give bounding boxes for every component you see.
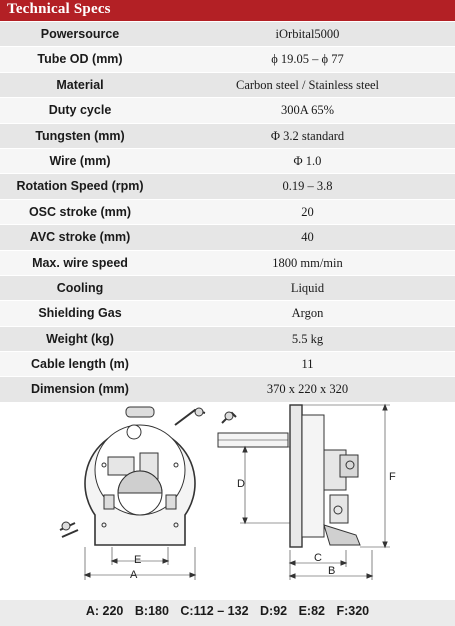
spec-row-wire: [0, 149, 455, 174]
spec-label: Max. wire speed: [32, 255, 128, 270]
spec-value: ϕ 19.05 – ϕ 77: [271, 52, 344, 67]
spec-value: Φ 3.2 standard: [270, 128, 345, 143]
dimension-a: A: 220: [85, 604, 124, 618]
spec-label: Shielding Gas: [38, 306, 122, 321]
spec-row-wire-speed: [0, 251, 455, 276]
technical-drawing: [0, 395, 455, 600]
spec-label: Weight (kg): [46, 331, 114, 346]
dim-label-e: E: [134, 554, 142, 566]
dim-label-d: D: [237, 478, 245, 490]
spec-label: Duty cycle: [48, 103, 112, 118]
specs-title: Technical Specs: [7, 1, 111, 17]
spec-value: 300A 65%: [280, 103, 335, 118]
spec-value: 0.19 – 3.8: [282, 179, 333, 194]
spec-label: Material: [56, 77, 104, 92]
dimension-b: B:180: [134, 604, 169, 618]
spec-value: Argon: [291, 306, 324, 321]
spec-value: 5.5 kg: [291, 331, 324, 346]
spec-label: AVC stroke (mm): [29, 230, 131, 245]
dimension-d: D:92: [260, 604, 288, 618]
specs-header: [0, 0, 455, 21]
spec-row-osc-stroke: [0, 200, 455, 225]
spec-value: 11: [301, 357, 314, 372]
spec-row-duty-cycle: [0, 98, 455, 123]
spec-value: iOrbital5000: [275, 27, 340, 41]
spec-row-cooling: [0, 276, 455, 301]
spec-row-tungsten: [0, 124, 455, 149]
spec-value: 20: [301, 204, 314, 219]
spec-value: Φ 1.0: [293, 153, 322, 168]
spec-row-weight: [0, 327, 455, 352]
spec-label: Tungsten (mm): [35, 128, 125, 143]
spec-row-cable-length: [0, 352, 455, 377]
spec-row-avc-stroke: [0, 225, 455, 250]
spec-label: Tube OD (mm): [37, 52, 123, 67]
dim-label-f: F: [389, 471, 396, 483]
spec-value: Liquid: [290, 280, 325, 295]
spec-label: Cooling: [56, 280, 104, 295]
spec-label: Rotation Speed (rpm): [16, 179, 144, 194]
spec-value: 1800 mm/min: [272, 255, 343, 270]
spec-row-powersource: [0, 22, 455, 47]
dim-label-c: C: [314, 552, 322, 564]
dim-label-b: B: [328, 565, 336, 577]
dim-label-a: A: [130, 569, 138, 581]
specs-table: [0, 22, 455, 403]
spec-label: Cable length (m): [31, 357, 129, 372]
spec-row-rotation-speed: [0, 174, 455, 199]
spec-row-shielding-gas: [0, 301, 455, 326]
dimension-c: C:112 – 132: [180, 604, 249, 618]
spec-row-material: [0, 73, 455, 98]
spec-value: 370 x 220 x 320: [266, 382, 349, 397]
spec-label: Dimension (mm): [31, 382, 129, 397]
dimensions-footer: [0, 600, 455, 626]
dimension-f: F:320: [336, 604, 370, 618]
side-view: [218, 405, 390, 580]
dimension-e: E:82: [298, 604, 325, 618]
spec-value: Carbon steel / Stainless steel: [235, 77, 380, 92]
front-view: [60, 407, 205, 580]
spec-label: Wire (mm): [49, 153, 111, 168]
spec-label: Powersource: [40, 27, 120, 41]
spec-row-tube-od: [0, 47, 455, 72]
spec-label: OSC stroke (mm): [28, 204, 132, 219]
spec-value: 40: [301, 230, 314, 245]
